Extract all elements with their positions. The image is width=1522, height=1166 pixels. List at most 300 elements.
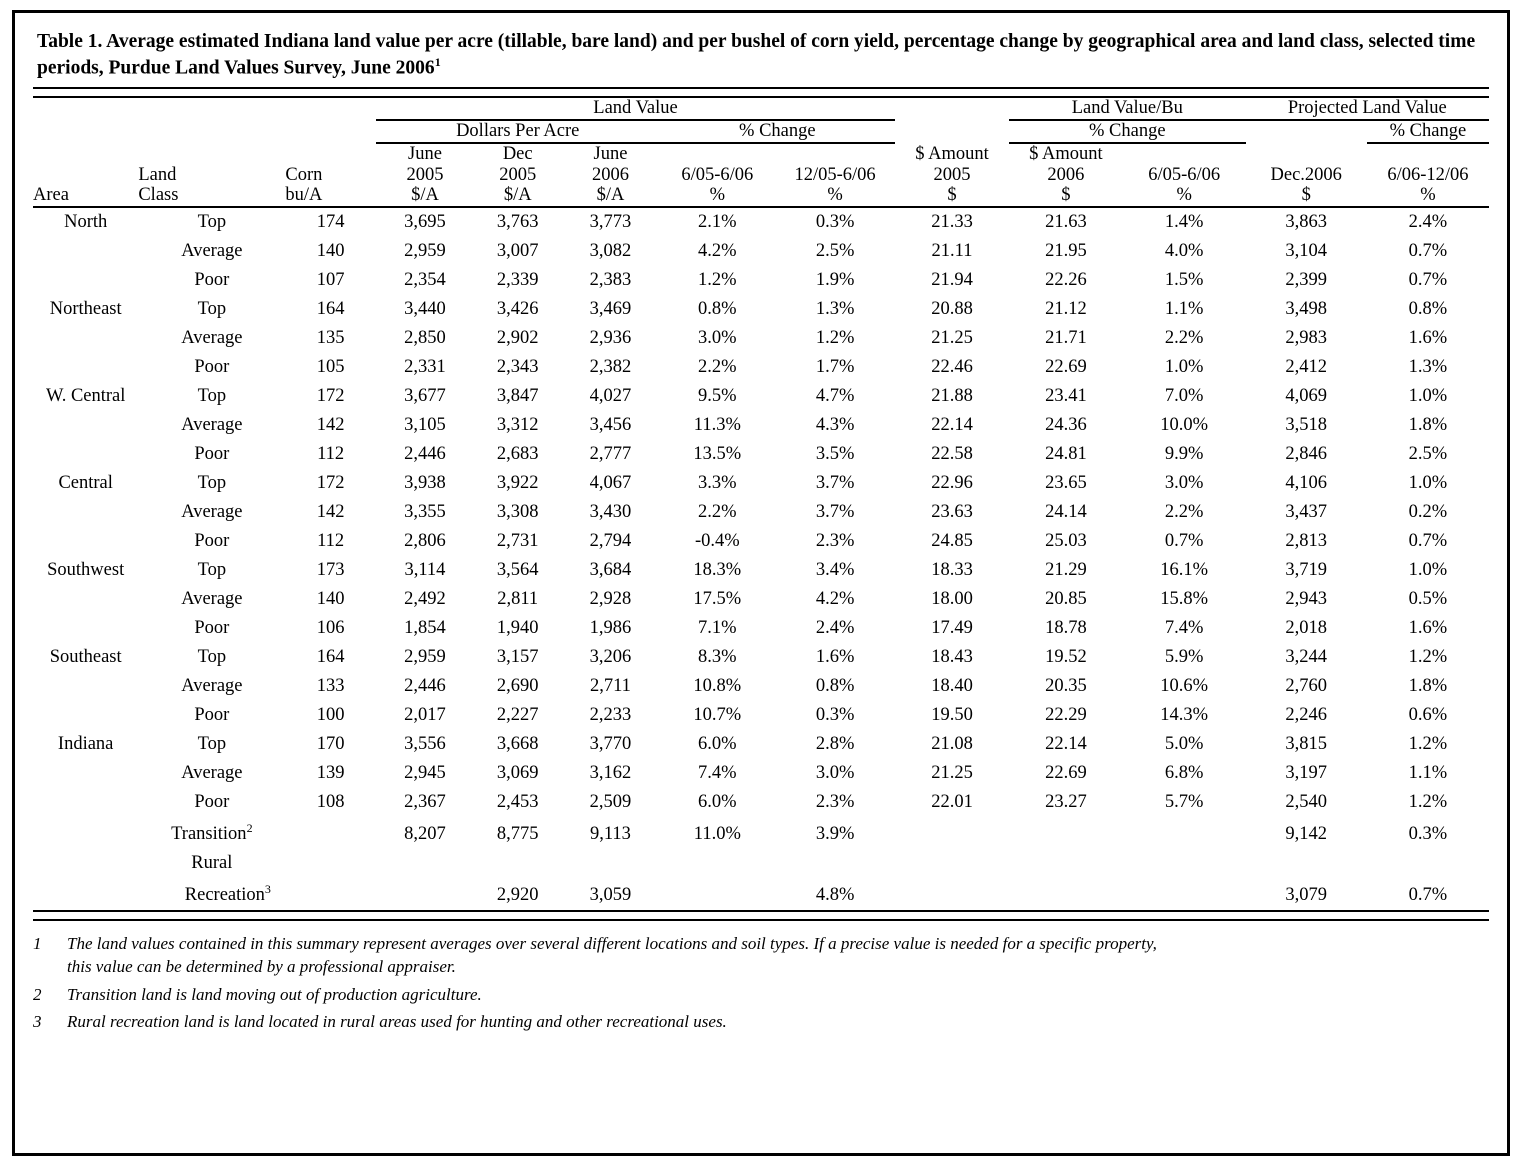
cell-amount-2006-text: 25.03	[1045, 531, 1087, 552]
cell-amount-2006-text: 22.69	[1045, 357, 1087, 378]
cell-corn-bu	[285, 730, 376, 759]
cell-change-1205-606-text: 0.3%	[815, 212, 855, 233]
cell-amount-2006-text: 21.12	[1045, 299, 1087, 320]
cell-change-1205-606	[775, 353, 895, 382]
cell-dec-2005	[474, 527, 561, 556]
cell-land-class-text: Top	[197, 734, 227, 755]
cell-amount-2006-text: 23.41	[1045, 386, 1087, 407]
col-corn-line1: Corn	[285, 164, 323, 185]
cell-amount-2005	[895, 730, 1009, 759]
cell-june-2005	[376, 527, 474, 556]
cell-amount-2005	[895, 701, 1009, 730]
col-dec-2006-line1: Dec.2006	[1270, 164, 1342, 185]
cell-area	[33, 701, 138, 730]
cell-area	[33, 878, 138, 911]
cell-change-1205-606-text: 4.8%	[815, 885, 855, 906]
cell-bu-change-text: 6.8%	[1164, 763, 1204, 784]
col-dec-2005	[474, 143, 561, 207]
cell-change-605-606	[660, 788, 776, 817]
cell-area	[33, 788, 138, 817]
cell-june-2006-text: 4,067	[589, 473, 632, 494]
cell-change-605-606-text: 0.8%	[698, 299, 737, 320]
cell-dec-2006	[1246, 556, 1367, 585]
footnote-number: 1	[33, 934, 42, 954]
cell-bu-change	[1123, 759, 1246, 788]
cell-june-2006	[561, 556, 659, 585]
table-title	[37, 29, 1489, 81]
cell-corn-bu-text: 112	[317, 444, 345, 465]
cell-june-2006-text: 3,469	[589, 299, 632, 320]
cell-june-2006	[561, 498, 659, 527]
cell-change-1205-606-text: 4.7%	[815, 386, 855, 407]
cell-june-2005	[376, 324, 474, 353]
cell-amount-2006	[1009, 878, 1123, 911]
cell-land-class-text: Top	[197, 212, 227, 233]
cell-change-605-606-text: 18.3%	[693, 560, 742, 581]
cell-change-1205-606	[775, 643, 895, 672]
cell-june-2006	[561, 440, 659, 469]
cell-amount-2005	[895, 324, 1009, 353]
col-land-class-line1: Land	[138, 164, 177, 185]
cell-change-605-606-text: 2.2%	[698, 357, 737, 378]
cell-change-605-606-text: 4.2%	[698, 241, 737, 262]
cell-projected-change-text: 0.8%	[1408, 299, 1448, 320]
cell-dec-2006-text: 3,863	[1285, 212, 1328, 233]
cell-dec-2005	[474, 672, 561, 701]
cell-land-class-text: Average	[181, 763, 243, 784]
table-row	[33, 208, 1489, 237]
cell-amount-2006-text: 20.35	[1045, 676, 1087, 697]
cell-change-605-606-text: 11.0%	[693, 824, 741, 845]
cell-june-2005-text: 3,440	[404, 299, 446, 320]
cell-amount-2006	[1009, 411, 1123, 440]
cell-area	[33, 382, 138, 411]
cell-dec-2005	[474, 701, 561, 730]
cell-dec-2005-text: 2,902	[496, 328, 539, 349]
cell-amount-2006	[1009, 585, 1123, 614]
cell-corn-bu	[285, 817, 376, 849]
cell-amount-2006	[1009, 324, 1123, 353]
cell-projected-change	[1367, 469, 1489, 498]
cell-amount-2005-text: 21.33	[931, 212, 973, 233]
cell-dec-2006	[1246, 643, 1367, 672]
cell-dec-2006	[1246, 878, 1367, 911]
cell-june-2005	[376, 788, 474, 817]
cell-projected-change-text: 1.6%	[1408, 328, 1448, 349]
cell-change-1205-606	[775, 295, 895, 324]
cell-amount-2006	[1009, 440, 1123, 469]
land-values-table	[33, 87, 1489, 921]
cell-dec-2006-text: 4,069	[1285, 386, 1328, 407]
cell-area-text: Central	[58, 473, 113, 494]
cell-amount-2006-text: 23.65	[1045, 473, 1087, 494]
footnote	[33, 933, 1489, 978]
cell-corn-bu-text: 107	[316, 270, 345, 291]
cell-amount-2005-text: 22.46	[931, 357, 973, 378]
cell-land-class-text: Average	[181, 241, 243, 262]
cell-dec-2006-text: 3,437	[1285, 502, 1328, 523]
cell-june-2005	[376, 585, 474, 614]
cell-june-2005	[376, 643, 474, 672]
cell-amount-2005-text: 18.33	[931, 560, 973, 581]
table-row	[33, 295, 1489, 324]
subgroup-header-row	[33, 120, 1489, 143]
cell-june-2005	[376, 295, 474, 324]
cell-land-class-text: Recreation	[184, 885, 265, 906]
group-header-row	[33, 97, 1489, 120]
bottom-double-rule	[33, 911, 1489, 920]
cell-change-1205-606	[775, 701, 895, 730]
cell-bu-change-text: 3.0%	[1164, 473, 1204, 494]
cell-change-605-606	[660, 849, 776, 878]
cell-area	[33, 208, 138, 237]
cell-amount-2005-text: 23.63	[931, 502, 973, 523]
col-change-1205-606-line1: 12/05-6/06	[794, 164, 876, 185]
cell-change-1205-606	[775, 527, 895, 556]
cell-amount-2005	[895, 643, 1009, 672]
cell-change-605-606	[660, 498, 776, 527]
cell-bu-change	[1123, 788, 1246, 817]
cell-change-605-606	[660, 730, 776, 759]
cell-corn-bu-text: 106	[316, 618, 345, 639]
cell-dec-2005	[474, 614, 561, 643]
cell-june-2005	[376, 701, 474, 730]
cell-amount-2006-text: 24.81	[1045, 444, 1087, 465]
cell-dec-2005-text: 3,312	[496, 415, 539, 436]
cell-change-605-606	[660, 556, 776, 585]
cell-amount-2005-text: 24.85	[931, 531, 973, 552]
col-corn	[285, 143, 376, 207]
table-row	[33, 817, 1489, 849]
cell-change-605-606-text: 3.3%	[698, 473, 737, 494]
cell-amount-2005	[895, 585, 1009, 614]
cell-amount-2006	[1009, 208, 1123, 237]
cell-corn-bu	[285, 556, 376, 585]
cell-amount-2006	[1009, 817, 1123, 849]
cell-bu-change-text: 10.6%	[1160, 676, 1209, 697]
cell-change-1205-606-text: 2.5%	[815, 241, 855, 262]
cell-dec-2005-text: 2,690	[496, 676, 539, 697]
col-amount-2006-line1: $ Amount	[1029, 143, 1103, 164]
cell-corn-bu-text: 164	[316, 647, 345, 668]
cell-june-2005	[376, 208, 474, 237]
cell-area-text: Southwest	[47, 560, 125, 581]
col-dec-2005-line1: Dec	[502, 143, 533, 164]
table-row	[33, 556, 1489, 585]
cell-amount-2006	[1009, 382, 1123, 411]
col-projected-change-line1: 6/06-12/06	[1387, 164, 1469, 185]
cell-june-2005	[376, 672, 474, 701]
table-row	[33, 527, 1489, 556]
cell-june-2005	[376, 382, 474, 411]
cell-dec-2006-text: 2,813	[1285, 531, 1328, 552]
cell-change-605-606	[660, 440, 776, 469]
cell-june-2005	[376, 817, 474, 849]
cell-corn-bu-text: 139	[316, 763, 345, 784]
cell-land-class-text: Average	[181, 589, 243, 610]
cell-area	[33, 237, 138, 266]
cell-projected-change	[1367, 849, 1489, 878]
cell-change-605-606	[660, 382, 776, 411]
cell-amount-2006	[1009, 672, 1123, 701]
cell-bu-change-text: 2.2%	[1164, 328, 1204, 349]
cell-land-class	[138, 672, 285, 701]
cell-area	[33, 730, 138, 759]
cell-change-605-606	[660, 527, 776, 556]
table-row	[33, 878, 1489, 911]
cell-area-text: North	[64, 212, 108, 233]
cell-change-1205-606	[775, 672, 895, 701]
cell-area	[33, 411, 138, 440]
col-june-2005-line3: $/A	[411, 185, 439, 206]
cell-june-2006-text: 3,773	[589, 212, 632, 233]
cell-change-605-606	[660, 701, 776, 730]
cell-change-1205-606-text: 3.0%	[815, 763, 855, 784]
cell-dec-2006	[1246, 817, 1367, 849]
cell-amount-2005	[895, 266, 1009, 295]
cell-amount-2005	[895, 469, 1009, 498]
cell-corn-bu-text: 164	[316, 299, 345, 320]
cell-june-2006-text: 2,711	[589, 676, 631, 697]
cell-corn-bu	[285, 759, 376, 788]
cell-projected-change	[1367, 878, 1489, 911]
cell-bu-change-text: 0.7%	[1164, 531, 1204, 552]
cell-bu-change	[1123, 266, 1246, 295]
cell-amount-2005-text: 22.14	[931, 415, 973, 436]
cell-dec-2006-text: 3,498	[1285, 299, 1328, 320]
cell-land-class-text: Rural	[191, 853, 233, 874]
cell-dec-2005	[474, 382, 561, 411]
cell-change-605-606	[660, 759, 776, 788]
cell-dec-2006-text: 3,104	[1285, 241, 1328, 262]
footnote	[33, 1011, 1489, 1034]
cell-change-1205-606-text: 3.7%	[815, 473, 855, 494]
subgroup-pct-change-projected: % Change	[1367, 120, 1489, 143]
cell-amount-2005-text: 18.43	[931, 647, 973, 668]
footnote-number: 2	[33, 984, 42, 1004]
cell-corn-bu-text: 100	[316, 705, 345, 726]
cell-june-2006-text: 1,986	[589, 618, 632, 639]
col-change-1205-606	[775, 143, 895, 207]
cell-june-2006	[561, 469, 659, 498]
cell-dec-2006	[1246, 237, 1367, 266]
cell-june-2005-text: 2,806	[404, 531, 446, 552]
col-amount-2006-line3: $	[1061, 185, 1071, 206]
cell-june-2006-text: 9,113	[589, 824, 631, 845]
cell-land-class-text: Top	[197, 560, 227, 581]
cell-land-class	[138, 788, 285, 817]
cell-june-2006	[561, 585, 659, 614]
cell-june-2006-text: 2,777	[589, 444, 632, 465]
cell-dec-2005-text: 2,811	[497, 589, 539, 610]
cell-amount-2006-text: 19.52	[1045, 647, 1087, 668]
cell-change-1205-606	[775, 440, 895, 469]
cell-area	[33, 585, 138, 614]
cell-bu-change	[1123, 614, 1246, 643]
cell-amount-2005-text: 19.50	[931, 705, 973, 726]
cell-june-2005	[376, 614, 474, 643]
cell-land-class-text: Poor	[194, 618, 230, 639]
cell-land-class	[138, 643, 285, 672]
cell-june-2005-text: 1,854	[404, 618, 446, 639]
cell-change-1205-606	[775, 817, 895, 849]
cell-corn-bu	[285, 498, 376, 527]
cell-dec-2006	[1246, 382, 1367, 411]
cell-change-1205-606-text: 2.4%	[815, 618, 855, 639]
cell-june-2006	[561, 237, 659, 266]
cell-change-1205-606	[775, 878, 895, 911]
cell-dec-2006-text: 3,079	[1285, 885, 1328, 906]
cell-amount-2005-text: 22.01	[931, 792, 973, 813]
col-june-2006-line2: 2006	[591, 164, 629, 185]
cell-june-2005	[376, 730, 474, 759]
cell-land-class-text: Average	[181, 502, 243, 523]
cell-amount-2006-text: 22.26	[1045, 270, 1087, 291]
cell-dec-2005	[474, 585, 561, 614]
cell-amount-2005-text: 21.25	[931, 328, 973, 349]
table-row	[33, 585, 1489, 614]
col-amount-2006-line2: 2006	[1047, 164, 1085, 185]
cell-change-605-606-text: 3.0%	[698, 328, 737, 349]
cell-dec-2006-text: 9,142	[1285, 824, 1328, 845]
cell-amount-2005-text: 21.08	[931, 734, 973, 755]
cell-projected-change-text: 1.0%	[1408, 560, 1448, 581]
col-june-2006	[561, 143, 659, 207]
cell-corn-bu	[285, 469, 376, 498]
cell-corn-bu	[285, 208, 376, 237]
cell-dec-2005-text: 2,343	[496, 357, 539, 378]
cell-change-1205-606-text: 3.4%	[815, 560, 855, 581]
cell-bu-change	[1123, 237, 1246, 266]
cell-corn-bu	[285, 878, 376, 911]
cell-june-2005-text: 3,556	[404, 734, 446, 755]
col-bu-change-line2: %	[1176, 185, 1192, 206]
cell-amount-2005-text: 20.88	[931, 299, 973, 320]
table-row	[33, 643, 1489, 672]
cell-projected-change	[1367, 614, 1489, 643]
cell-projected-change	[1367, 382, 1489, 411]
cell-amount-2005-text: 21.11	[931, 241, 973, 262]
cell-corn-bu	[285, 237, 376, 266]
cell-change-1205-606-text: 3.5%	[815, 444, 855, 465]
cell-june-2006-text: 2,382	[589, 357, 632, 378]
col-change-605-606-line2: %	[709, 185, 726, 206]
cell-change-1205-606-text: 0.3%	[815, 705, 855, 726]
cell-dec-2006	[1246, 440, 1367, 469]
cell-corn-bu	[285, 353, 376, 382]
group-land-value: Land Value	[376, 97, 895, 120]
col-june-2006-line3: $/A	[596, 185, 625, 206]
cell-projected-change-text: 1.2%	[1408, 734, 1448, 755]
cell-bu-change	[1123, 878, 1246, 911]
cell-area	[33, 672, 138, 701]
cell-projected-change	[1367, 208, 1489, 237]
cell-land-class	[138, 527, 285, 556]
cell-projected-change-text: 1.2%	[1408, 647, 1448, 668]
col-amount-2005-line3: $	[947, 185, 957, 206]
col-amount-2006	[1009, 143, 1123, 207]
subgroup-pct-change-acre: % Change	[660, 120, 896, 143]
cell-change-1205-606	[775, 556, 895, 585]
cell-dec-2006	[1246, 469, 1367, 498]
column-header-row	[33, 143, 1489, 207]
cell-amount-2005-text: 17.49	[931, 618, 973, 639]
table-title-footnote-marker: 1	[434, 54, 441, 69]
cell-area	[33, 759, 138, 788]
table-body	[33, 208, 1489, 911]
cell-amount-2005	[895, 411, 1009, 440]
cell-change-605-606-text: -0.4%	[694, 531, 740, 552]
subgroup-dollars-per-acre: Dollars Per Acre	[376, 120, 660, 143]
cell-dec-2006-text: 2,983	[1285, 328, 1328, 349]
cell-dec-2005-text: 3,564	[496, 560, 539, 581]
cell-land-class	[138, 295, 285, 324]
table-row	[33, 266, 1489, 295]
cell-dec-2006	[1246, 849, 1367, 878]
col-dec-2006-line2: $	[1301, 185, 1311, 206]
cell-projected-change-text: 2.5%	[1408, 444, 1448, 465]
cell-dec-2005	[474, 440, 561, 469]
cell-change-1205-606-text: 4.3%	[815, 415, 855, 436]
cell-land-class-text: Top	[197, 299, 227, 320]
cell-change-605-606	[660, 614, 776, 643]
cell-area	[33, 266, 138, 295]
cell-amount-2006-text: 18.78	[1045, 618, 1087, 639]
cell-land-class-text: Top	[197, 386, 227, 407]
cell-june-2006	[561, 295, 659, 324]
cell-projected-change-text: 0.6%	[1408, 705, 1448, 726]
col-june-2005-line1: June	[408, 143, 442, 164]
cell-change-1205-606-text: 0.8%	[815, 676, 855, 697]
cell-dec-2006	[1246, 730, 1367, 759]
cell-june-2005-text: 3,677	[404, 386, 446, 407]
cell-change-605-606-text: 8.3%	[698, 647, 737, 668]
table-title-text: Table 1. Average estimated Indiana land value per acre (tillable, bare land) and per bushel of corn yield, percentage change by geographical area and land class, selected time periods, Purdue Land Values Survey, June 2006	[37, 31, 1476, 79]
cell-june-2006-text: 3,082	[589, 241, 632, 262]
cell-projected-change	[1367, 411, 1489, 440]
cell-dec-2005-text: 1,940	[496, 618, 539, 639]
cell-amount-2005-text: 18.40	[931, 676, 973, 697]
cell-dec-2005	[474, 759, 561, 788]
cell-corn-bu	[285, 440, 376, 469]
cell-dec-2006-text: 2,540	[1285, 792, 1328, 813]
cell-change-1205-606-text: 3.9%	[815, 824, 855, 845]
cell-june-2006	[561, 817, 659, 849]
cell-change-1205-606	[775, 266, 895, 295]
cell-change-605-606	[660, 672, 776, 701]
cell-june-2005-text: 2,492	[404, 589, 446, 610]
table-row	[33, 440, 1489, 469]
cell-amount-2005-text: 22.96	[931, 473, 973, 494]
cell-area	[33, 469, 138, 498]
cell-dec-2005	[474, 237, 561, 266]
cell-land-class	[138, 701, 285, 730]
cell-amount-2006	[1009, 614, 1123, 643]
cell-area	[33, 556, 138, 585]
cell-land-class	[138, 817, 285, 849]
cell-projected-change	[1367, 527, 1489, 556]
cell-june-2006-text: 3,684	[589, 560, 632, 581]
cell-land-class-text: Poor	[194, 444, 230, 465]
cell-change-605-606	[660, 585, 776, 614]
group-projected-land-value: Projected Land Value	[1246, 97, 1489, 120]
footnote-text	[67, 933, 1489, 978]
cell-june-2005	[376, 878, 474, 911]
cell-amount-2005	[895, 759, 1009, 788]
cell-projected-change	[1367, 730, 1489, 759]
cell-bu-change-text: 16.1%	[1160, 560, 1209, 581]
cell-amount-2005	[895, 878, 1009, 911]
